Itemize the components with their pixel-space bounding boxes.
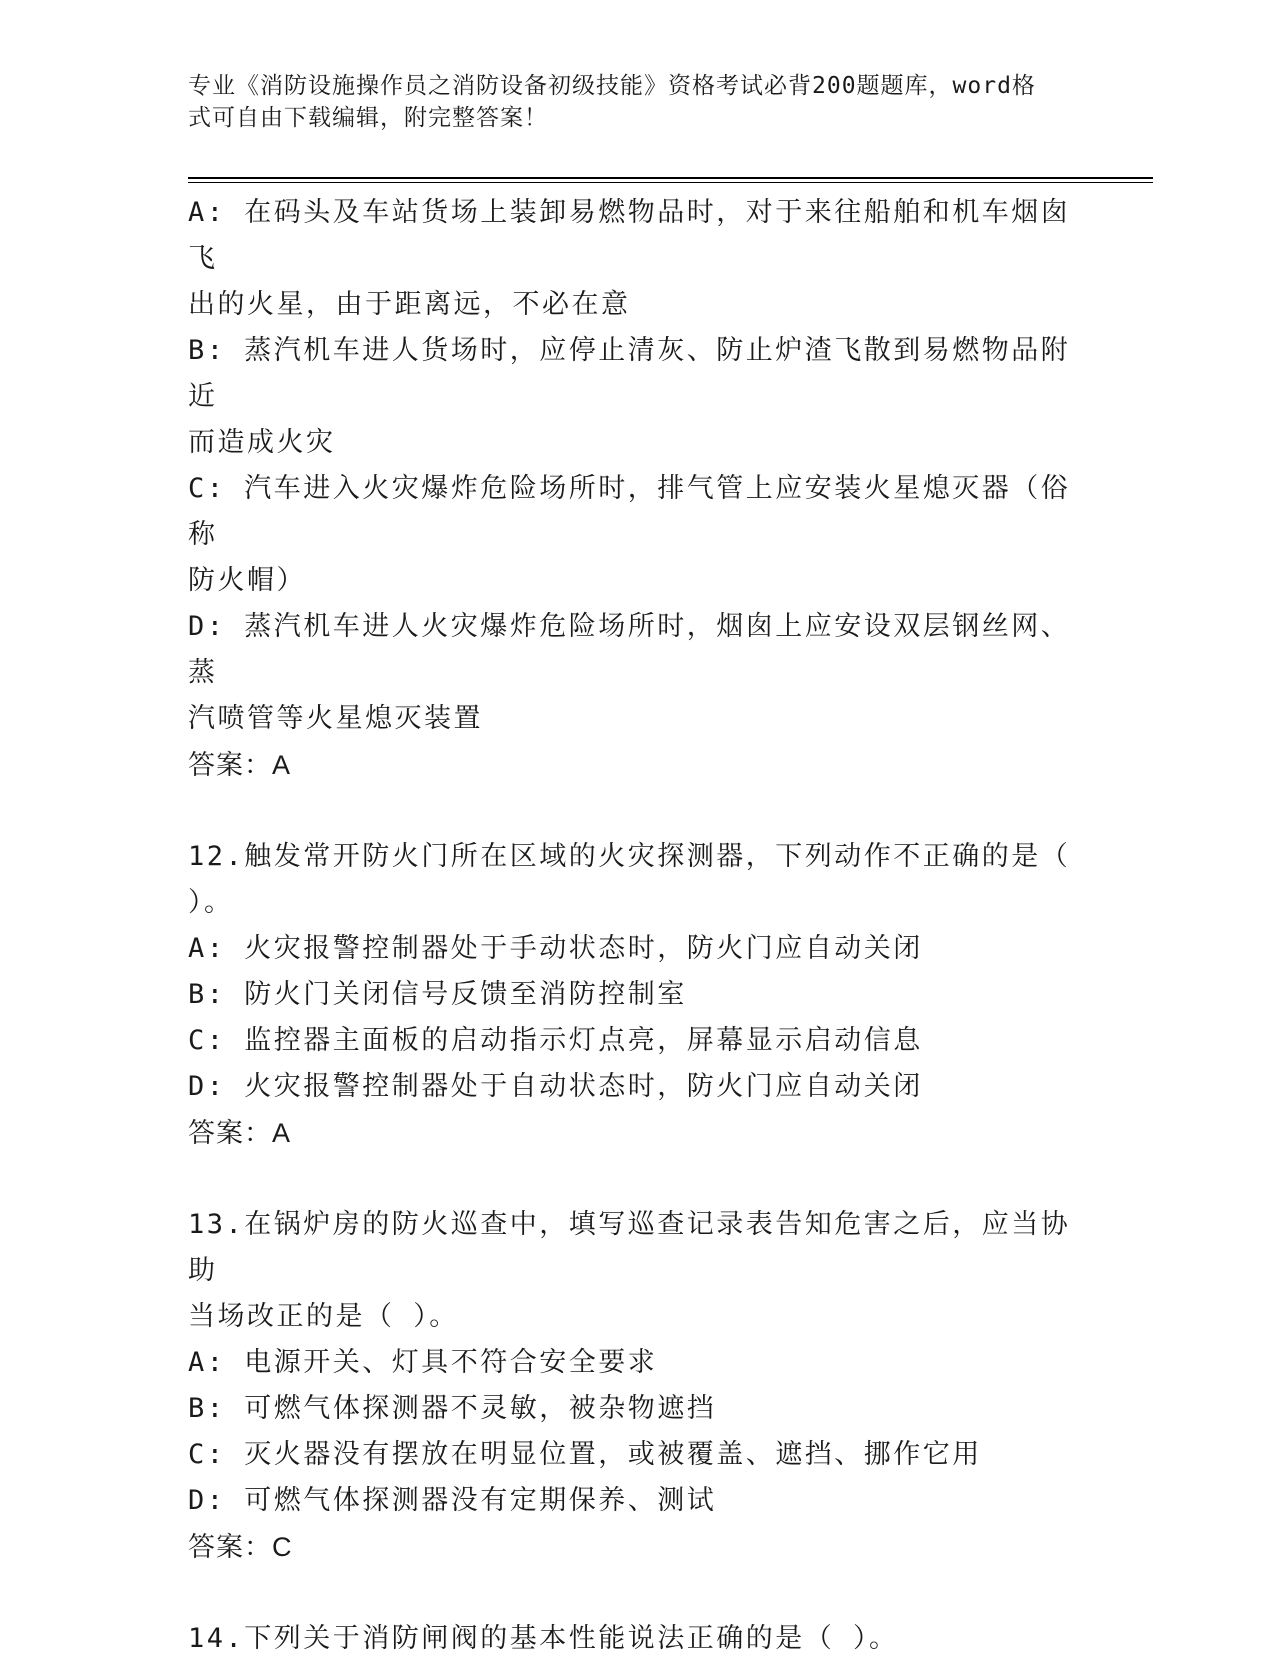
option-a-line-2: 出的火星，由于距离远，不必在意 <box>188 289 631 320</box>
option-d: D: 火灾报警控制器处于自动状态时，防火门应自动关闭 <box>188 1071 923 1102</box>
document-header <box>188 70 1088 134</box>
question-content <box>188 190 1088 1662</box>
header-line-2: 式可自由下载编辑，附完整答案！ <box>188 105 548 131</box>
option-a: A: 火灾报警控制器处于手动状态时，防火门应自动关闭 <box>188 933 923 964</box>
option-b: B: 防火门关闭信号反馈至消防控制室 <box>188 979 687 1010</box>
question-14 <box>188 1616 1088 1662</box>
option-a: A: 电源开关、灯具不符合安全要求 <box>188 1347 658 1378</box>
option-a-line-1: A: 在码头及车站货场上装卸易燃物品时，对于来往船舶和机车烟囱飞 <box>188 197 1071 274</box>
question-11-options <box>188 190 1088 788</box>
header-divider-thick <box>188 177 1153 179</box>
question-stem-line-1: 14.下列关于消防闸阀的基本性能说法正确的是（ ）。 <box>188 1623 899 1654</box>
option-c: C: 监控器主面板的启动指示灯点亮，屏幕显示启动信息 <box>188 1025 923 1056</box>
question-stem-line-2: 当场改正的是（ ）。 <box>188 1301 459 1332</box>
spacer <box>188 1570 1088 1616</box>
answer-label: 答案：A <box>188 750 292 780</box>
header-line-1: 专业《消防设施操作员之消防设备初级技能》资格考试必背200题题库，word格 <box>188 73 1036 99</box>
answer-label: 答案：C <box>188 1532 293 1562</box>
question-stem-line-1: 13.在锅炉房的防火巡查中，填写巡查记录表告知危害之后，应当协助 <box>188 1209 1071 1286</box>
option-d-line-2: 汽喷管等火星熄灭装置 <box>188 703 483 734</box>
option-c: C: 灭火器没有摆放在明显位置，或被覆盖、遮挡、挪作它用 <box>188 1439 982 1470</box>
option-c-line-2: 防火帽） <box>188 565 306 596</box>
header-divider-thin <box>188 182 1153 183</box>
answer-label: 答案：A <box>188 1118 292 1148</box>
option-b: B: 可燃气体探测器不灵敏，被杂物遮挡 <box>188 1393 717 1424</box>
option-b-line-1: B: 蒸汽机车进人货场时，应停止清灰、防止炉渣飞散到易燃物品附近 <box>188 335 1071 412</box>
spacer <box>188 1156 1088 1202</box>
question-stem-line-2: ）。 <box>188 887 234 918</box>
option-d-line-1: D: 蒸汽机车进人火灾爆炸危险场所时，烟囱上应安设双层钢丝网、蒸 <box>188 611 1071 688</box>
option-c-line-1: C: 汽车进入火灾爆炸危险场所时，排气管上应安装火星熄灭器（俗称 <box>188 473 1071 550</box>
question-12 <box>188 834 1088 1156</box>
question-13 <box>188 1202 1088 1570</box>
spacer <box>188 788 1088 834</box>
question-stem-line-1: 12.触发常开防火门所在区域的火灾探测器，下列动作不正确的是（ <box>188 841 1071 872</box>
option-d: D: 可燃气体探测器没有定期保养、测试 <box>188 1485 717 1516</box>
option-b-line-2: 而造成火灾 <box>188 427 336 458</box>
